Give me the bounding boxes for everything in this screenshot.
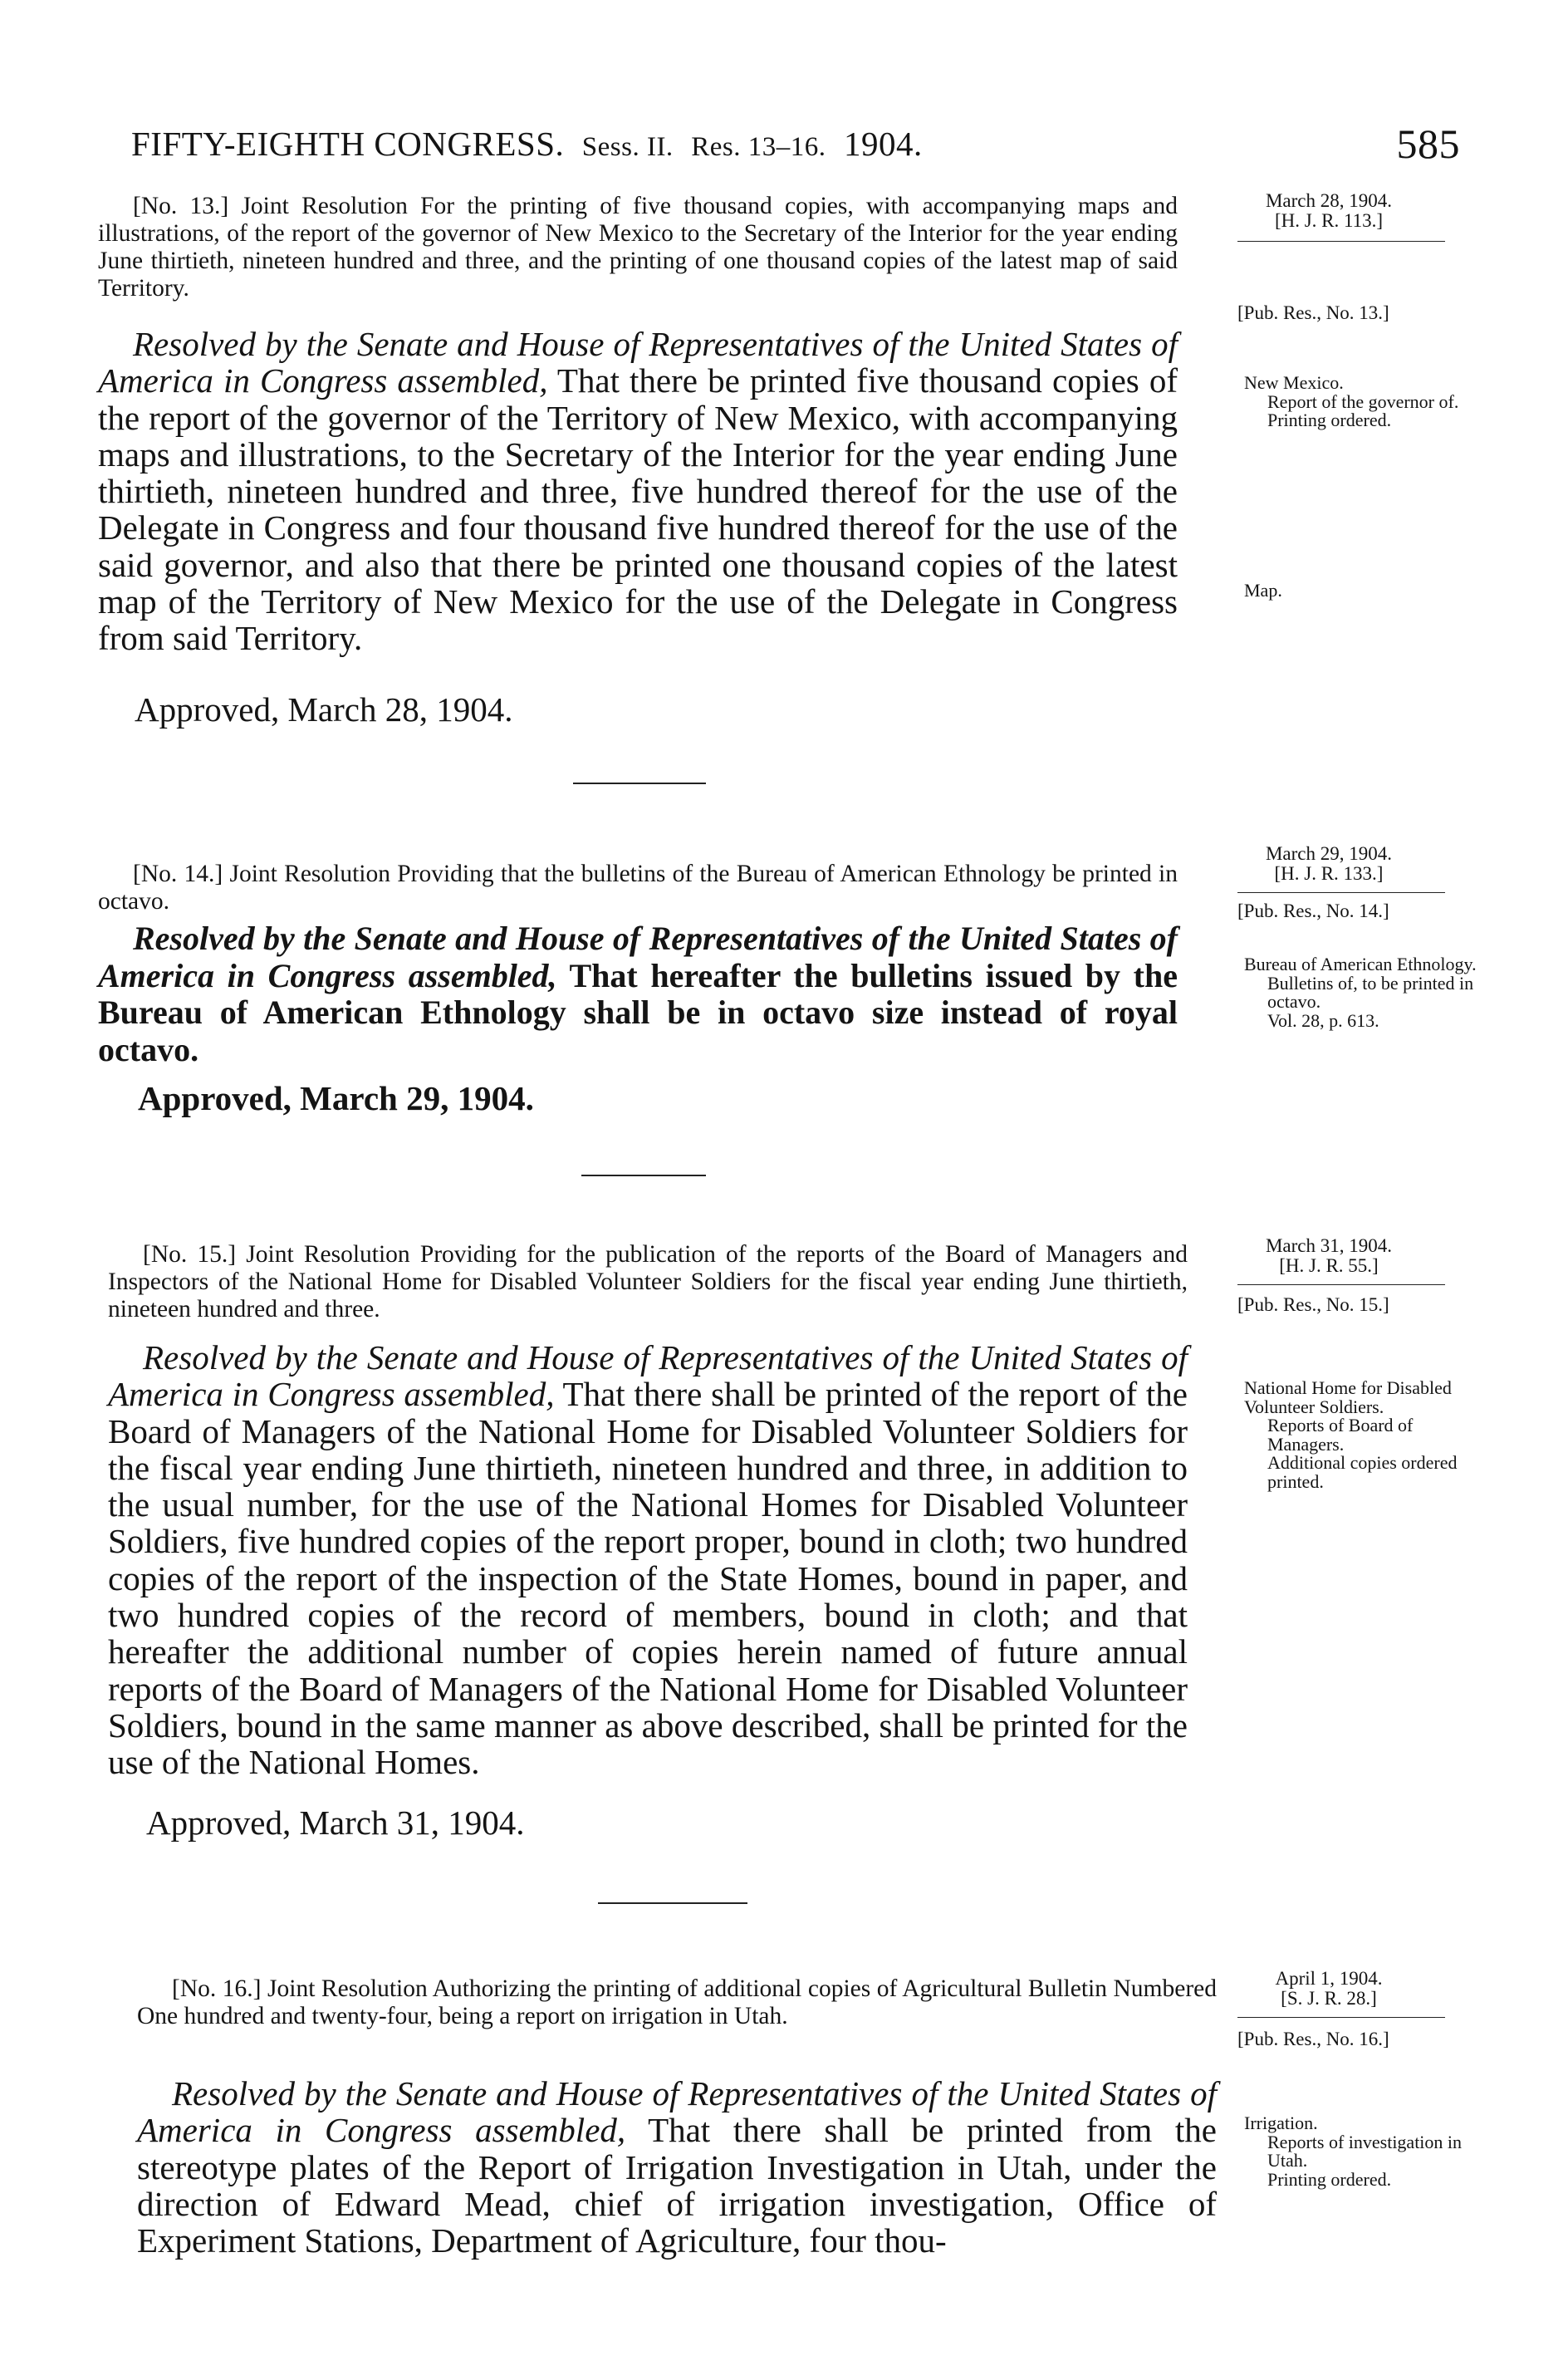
res14-enacting-clause: Resolved by the Senate and House of Representatives of the United States of America in Congress assembled, <box>98 920 1178 994</box>
separator-rule <box>573 783 706 784</box>
res13-note-printing: Printing ordered. <box>1267 410 1392 430</box>
res15-enacting-clause: Resolved by the Senate and House of Representatives of the United States of America in Congress assembled, <box>108 1338 1188 1414</box>
res14-approved: Approved, March 29, 1904. <box>138 1079 534 1117</box>
res15-side-rule <box>1237 1284 1445 1285</box>
res14-pub: [Pub. Res., No. 14.] <box>1237 900 1389 921</box>
res14-number: [No. 14.] <box>133 861 223 887</box>
res13-margin-note <box>1244 374 1493 430</box>
res13-bill: [H. J. R. 113.] <box>1274 210 1384 231</box>
res15-preamble-block <box>108 1241 1188 1323</box>
res16-pub: [Pub. Res., No. 16.] <box>1237 2029 1389 2049</box>
page-number: 585 <box>1396 120 1460 167</box>
res15-number: [No. 15.] <box>143 1241 237 1268</box>
res13-body: That there be printed five thousand copies of the report of the governor of the Territory of New Mexico, with accompanying maps and illustrations, to the Secretary of the Interior for the year ending June thirtieth, nineteen hundred and three, five hundred thereof for the use of the Delegate in Congress and four thousand five hundred thereof for the use of the said governor, and also that there be printed one thousand copies of the latest map of the Territory of New Mexico for the use of the Delegate in Congress from said Territory. <box>98 361 1178 658</box>
res13-enacting-clause: Resolved by the Senate and House of Representatives of the United States of America in Congress assembled, <box>98 325 1178 400</box>
res16-note-reports: Reports of investigation in Utah. <box>1267 2131 1463 2171</box>
header-session: Sess. II. <box>581 132 674 162</box>
res13-note-report: Report of the governor of. <box>1267 390 1459 412</box>
res13-approved: Approved, March 28, 1904. <box>135 690 513 729</box>
header-title <box>131 115 923 176</box>
res16-enacting-clause: Resolved by the Senate and House of Representatives of the United States of America in Congress assembled, <box>137 2074 1217 2150</box>
res13-date: March 28, 1904. <box>1265 190 1393 211</box>
res15-bill: [H. J. R. 55.] <box>1279 1255 1379 1276</box>
res15-approved: Approved, March 31, 1904. <box>146 1803 525 1842</box>
res13-preamble-block <box>98 193 1178 302</box>
res13-note-topic: New Mexico. <box>1244 372 1344 393</box>
res14-date: March 29, 1904. <box>1265 843 1393 864</box>
res13-text <box>98 326 1178 657</box>
res16-preamble: Joint Resolution Authorizing the printing of additional copies of Agricultural Bulletin Numbered One hundred and twenty-four, being a report on irrigation in Utah. <box>137 1975 1218 2029</box>
res14-note-citation: Vol. 28, p. 613. <box>1267 1009 1379 1031</box>
res16-preamble-block <box>137 1975 1217 2030</box>
res16-date-block <box>1237 1969 1420 2009</box>
res15-date-block <box>1237 1236 1420 1276</box>
res15-margin-note <box>1244 1379 1493 1491</box>
res14-body: That hereafter the bulletins issued by the Bureau of American Ethnology shall be in octavo size instead of royal octavo. <box>98 956 1178 1068</box>
res14-side-rule <box>1237 892 1445 893</box>
res16-margin-note <box>1244 2114 1493 2189</box>
res16-side-rule <box>1237 2017 1445 2018</box>
header-year: 1904. <box>843 125 923 163</box>
res14-margin-note <box>1244 955 1493 1030</box>
res15-preamble: Joint Resolution Providing for the publication of the reports of the Board of Managers and Inspectors of the National Home for Disabled Volunteer Soldiers for the fiscal year ending June thirtieth, nineteen hundred and three. <box>108 1241 1188 1322</box>
res15-note-topic: National Home for Disabled Volunteer Soldiers. <box>1244 1377 1452 1417</box>
res13-preamble: Joint Resolution For the printing of five thousand copies, with accompanying maps and illustrations, of the report of the governor of New Mexico to the Secretary of the Interior for the year ending June thirtieth, nineteen hundred and three, and the printing of one thousand copies of the latest map of said Territory. <box>98 193 1178 302</box>
running-header <box>131 115 1460 173</box>
separator-rule <box>581 1175 706 1176</box>
res13-margin-map <box>1244 582 1493 601</box>
res16-bill: [S. J. R. 28.] <box>1281 1988 1377 2009</box>
res13-pub: [Pub. Res., No. 13.] <box>1237 302 1389 323</box>
res14-note-bulletins: Bulletins of, to be printed in octavo. <box>1267 972 1474 1012</box>
res16-body: That there shall be printed from the stereotype plates of the Report of Irrigation Investigation in Utah, under the direction of Edward Mead, chief of irrigation investigation, Office of Experiment Stations, Department of Agriculture, four thou- <box>137 2111 1218 2260</box>
res14-text <box>98 920 1178 1068</box>
res13-note-map: Map. <box>1244 580 1282 601</box>
res13-number: [No. 13.] <box>133 193 229 219</box>
res13-date-block <box>1237 191 1420 231</box>
res16-note-printing: Printing ordered. <box>1267 2168 1392 2190</box>
res16-note-topic: Irrigation. <box>1244 2113 1318 2133</box>
separator-rule <box>598 1902 747 1904</box>
header-resolutions: Res. 13–16. <box>691 132 826 162</box>
res15-pub: [Pub. Res., No. 15.] <box>1237 1294 1389 1315</box>
header-congress: FIFTY-EIGHTH CONGRESS. <box>131 125 565 163</box>
res16-number: [No. 16.] <box>172 1975 262 2002</box>
res15-date: March 31, 1904. <box>1265 1235 1393 1256</box>
res13-side-rule <box>1237 241 1445 242</box>
res16-text <box>137 2075 1217 2259</box>
res15-note-reports: Reports of Board of Managers. <box>1267 1415 1414 1455</box>
res15-text <box>108 1339 1188 1781</box>
res14-date-block <box>1237 844 1420 884</box>
res14-preamble-block <box>98 861 1178 915</box>
res14-bill: [H. J. R. 133.] <box>1274 863 1384 884</box>
res16-date: April 1, 1904. <box>1275 1968 1383 1989</box>
res14-preamble: Joint Resolution Providing that the bulletins of the Bureau of American Ethnology be printed in octavo. <box>98 861 1178 915</box>
res15-body: That there shall be printed of the report of the Board of Managers of the National Home for Disabled Volunteer Soldiers for the fiscal year ending June thirtieth, nineteen hundred and three, in addition to the usual number, for the use of the National Homes for Disabled Volunteer Soldiers, five hundred copies of the report proper, bound in cloth; two hundred copies of the report of the inspection of the State Homes, bound in paper, and two hundred copies of the record of members, bound in cloth; and that hereafter the additional number of copies herein named of future annual reports of the Board of Managers of the National Home for Disabled Volunteer Soldiers, bound in the same manner as above described, shall be printed for the use of the National Homes. <box>108 1375 1188 1782</box>
res14-note-topic: Bureau of American Ethnology. <box>1244 954 1477 974</box>
res15-note-copies: Additional copies ordered printed. <box>1267 1452 1458 1492</box>
